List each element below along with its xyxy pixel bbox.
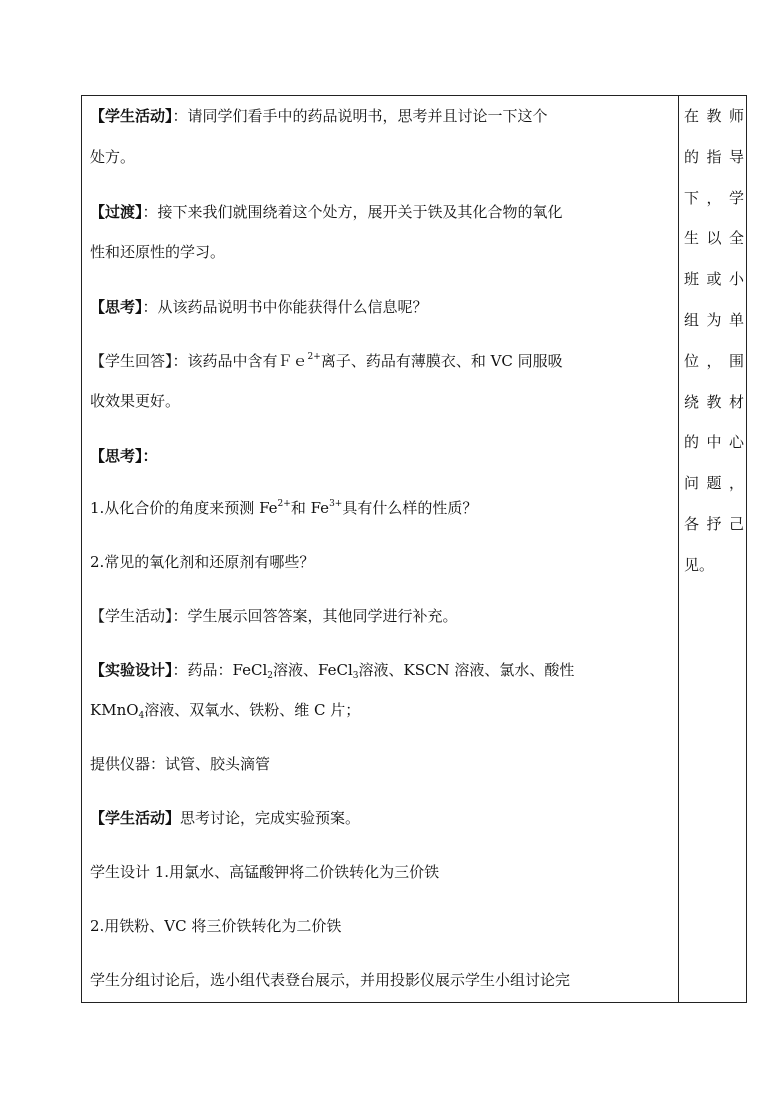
side-note-line [684,473,744,493]
side-note-line [684,351,744,371]
side-note-char: 导 [728,147,744,166]
side-note-char: 班 [684,270,700,289]
side-note-line [684,269,744,289]
paragraph-student-design-1: 学生设计 1.用氯水、高锰酸钾将二价铁转化为三价铁 [90,863,440,881]
side-note-char: 师 [728,107,744,125]
side-note-char: 全 [728,229,744,248]
side-note-char: 以 [706,229,722,248]
side-note-char: 小 [728,270,744,289]
label-experiment-design: 【实验设计】 [90,661,173,679]
text-transition: ：接下来我们就围绕着这个处方，展开关于铁及其化合物的氧化 [142,203,563,221]
paragraph-experiment-design [90,660,574,680]
paragraph-student-activity-3 [90,808,360,828]
question-1-text-a: 1.从化合价的角度来预测 Fe [90,499,278,517]
side-note-char: 问 [684,474,700,493]
sub-fecl2: 2 [267,671,273,681]
experiment-text-b: 溶液、FeCl [273,661,353,679]
side-note-char: 或 [706,270,722,289]
experiment-text-c: 溶液、KSCN 溶液、氯水、酸性 [358,661,575,679]
side-note-char: 的 [684,147,700,166]
side-note-char: 学 [728,188,744,207]
experiment-text-d: KMnO [90,701,139,719]
text-think-2: ： [142,447,158,465]
side-note-char: ， [706,188,722,207]
side-note-line [684,392,744,412]
paragraph-student-activity-1 [90,106,670,126]
text-student-activity-2: ：学生展示回答答案，其他同学进行补充。 [172,607,458,625]
side-note-char: 绕 [684,392,700,411]
side-note-char: 见。 [684,555,715,574]
label-student-activity-2: 【学生活动】 [90,607,173,625]
question-1-text-c: 具有什么样的性质？ [342,499,478,517]
question-1 [90,498,477,518]
text-student-activity-3: 思考讨论，完成实验预案。 [180,809,361,827]
side-note-char: 教 [706,107,722,125]
experiment-text-e: 溶液、双氧水、铁粉、维 C 片； [144,701,361,719]
side-note-char: 己 [728,515,744,533]
text-student-activity: ：请同学们看手中的药品说明书，思考并且讨论一下这个 [172,107,548,125]
lesson-table [81,95,747,1003]
sup-fe3: 3+ [329,499,343,509]
side-note-char: ， [728,474,744,493]
side-note-char: 在 [684,107,700,125]
paragraph-experiment-design-cont [90,700,360,720]
text-student-answer-1: ：该药品中含有Ｆｅ [172,352,308,370]
side-note-line [684,310,744,330]
side-note-char: 下 [684,188,700,207]
label-student-answer: 【学生回答】 [90,352,173,370]
sup-fe2: 2+ [277,499,291,509]
side-note-char: 组 [684,311,700,329]
paragraph-instruments: 提供仪器：试管、胶头滴管 [90,755,271,773]
column-divider [678,96,679,1002]
side-note-line [684,514,744,534]
paragraph-student-answer [90,351,563,371]
side-note-char: 抒 [706,515,722,533]
paragraph-student-answer-cont: 收效果更好。 [90,392,181,410]
side-note-char: 为 [706,311,722,329]
sub-kmno4: 4 [138,711,145,721]
side-note-char: 题 [706,474,722,493]
side-note-char: 中 [706,433,722,452]
label-student-activity: 【学生活动】 [90,107,173,125]
side-note-char: 各 [684,515,700,533]
label-transition: 【过渡】 [90,203,143,221]
side-note-char: 位 [684,351,700,370]
paragraph-student-activity-1-cont: 处方。 [90,148,136,166]
side-note-line [684,188,744,208]
paragraph-group-discussion: 学生分组讨论后，选小组代表登台展示，并用投影仪展示学生小组讨论完 [90,971,571,989]
label-student-activity-3: 【学生活动】 [90,809,181,827]
sub-fecl3: 3 [352,671,359,681]
side-note-char: 材 [728,392,744,411]
side-note-char: 指 [706,147,722,166]
paragraph-transition [90,202,563,222]
paragraph-think-2 [90,446,158,466]
side-note-char: 的 [684,433,700,452]
text-think-1: ：从该药品说明书中你能获得什么信息呢？ [142,298,428,316]
side-note-line [684,228,744,248]
paragraph-student-activity-2 [90,606,458,626]
sup-fe-2: 2+ [307,352,321,362]
side-note-line [684,432,744,452]
side-note-char: 教 [706,392,722,411]
side-note-line [684,147,744,167]
side-note-line [684,555,744,575]
side-note-char: ， [706,351,722,370]
side-note-char: 生 [684,229,700,248]
question-2: 2.常见的氧化剂和还原剂有哪些？ [90,553,315,571]
side-note-char: 心 [728,433,744,452]
paragraph-student-design-2: 2.用铁粉、VC 将三价铁转化为二价铁 [90,917,342,935]
experiment-text-a: ：药品：FeCl [172,661,268,679]
question-1-text-b: 和 Fe [290,499,330,517]
label-think-1: 【思考】 [90,298,143,316]
label-think-2: 【思考】 [90,447,143,465]
side-note-char: 围 [728,351,744,370]
paragraph-transition-cont: 性和还原性的学习。 [90,243,226,261]
side-note-line [684,106,744,126]
paragraph-think-1 [90,297,428,317]
side-note-char: 单 [728,311,744,329]
text-student-answer-2: 离子、药品有薄膜衣、和 VC 同服吸 [320,352,563,370]
